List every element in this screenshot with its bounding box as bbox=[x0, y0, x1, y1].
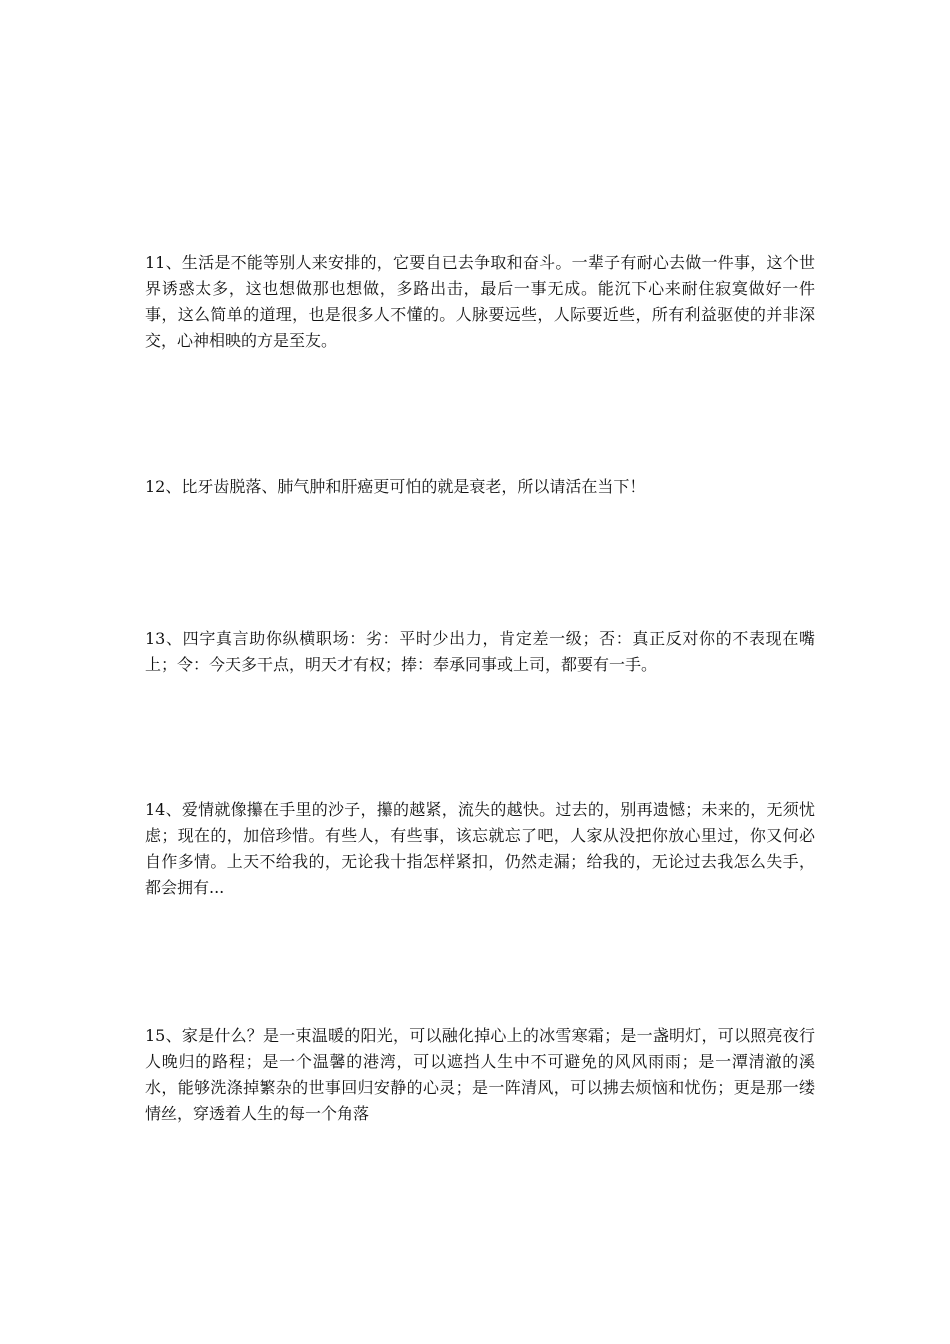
paragraph-11: 11、生活是不能等别人来安排的，它要自已去争取和奋斗。一辈子有耐心去做一件事，这个世界诱惑太多，这也想做那也想做，多路出击，最后一事无成。能沉下心来耐住寂寞做好一件事，这么简单的道理，也是很多人不懂的。人脉要远些，人际要近些，所有利益驱使的并非深交，心神相映的方是至友。 bbox=[145, 253, 815, 350]
paragraph-12: 12、比牙齿脱落、肺气肿和肝癌更可怕的就是衰老，所以请活在当下！ bbox=[145, 477, 646, 496]
paragraph-13: 13、四字真言助你纵横职场：劣：平时少出力，肯定差一级；否：真正反对你的不表现在嘴上；令：今天多干点，明天才有权；捧：奉承同事或上司，都要有一手。 bbox=[145, 629, 815, 674]
paragraph-14: 14、爱情就像攥在手里的沙子，攥的越紧，流失的越快。过去的，别再遗憾；未来的，无须忧虑；现在的，加倍珍惜。有些人，有些事，该忘就忘了吧，人家从没把你放心里过，你又何必自作多情。上天不给我的，无论我十指怎样紧扣，仍然走漏；给我的，无论过去我怎么失手，都会拥有... bbox=[145, 800, 815, 897]
paragraph-15: 15、家是什么？是一束温暖的阳光，可以融化掉心上的冰雪寒霜；是一盏明灯，可以照亮夜行人晚归的路程；是一个温馨的港湾，可以遮挡人生中不可避免的风风雨雨；是一潭清澈的溪水，能够洗涤掉繁杂的世事回归安静的心灵；是一阵清风，可以拂去烦恼和忧伤；更是那一缕情丝，穿透着人生的每一个角落 bbox=[145, 1026, 815, 1123]
